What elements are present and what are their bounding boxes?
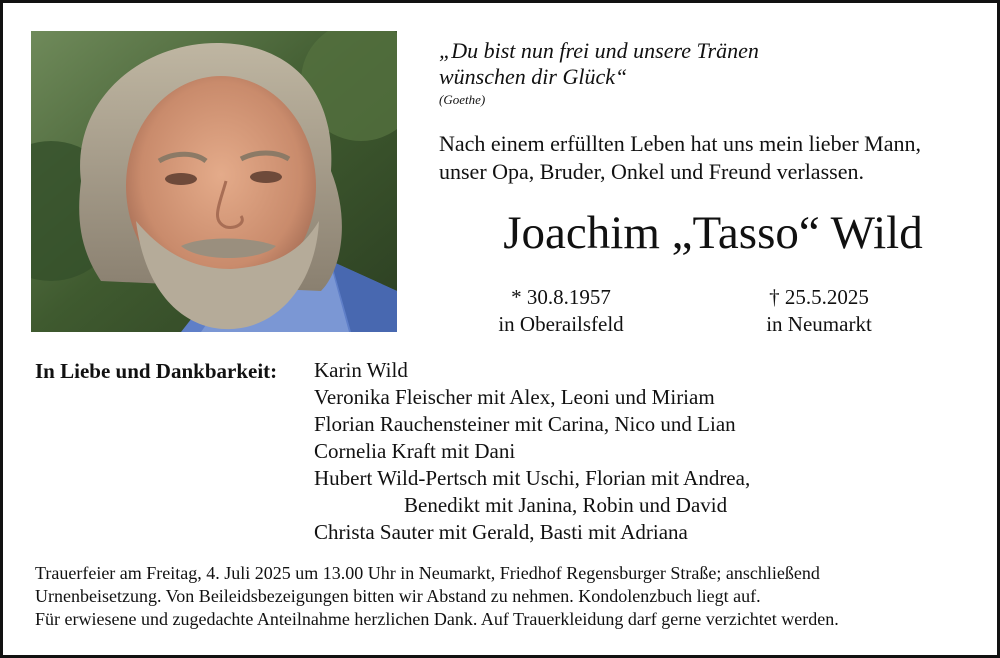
footer-line: Trauerfeier am Freitag, 4. Juli 2025 um 13.00 Uhr in Neumarkt, Friedhof Regensburger Straße; anschließend — [35, 563, 820, 583]
family-member: Cornelia Kraft mit Dani — [314, 439, 516, 463]
death-date: † 25.5.2025 — [769, 285, 869, 309]
quote-block — [439, 38, 759, 108]
family-member: Hubert Wild-Pertsch mit Uschi, Florian mit Andrea, — [314, 466, 751, 490]
intro-line: unser Opa, Bruder, Onkel und Freund verlassen. — [439, 159, 864, 184]
family-label: In Liebe und Dankbarkeit: — [35, 359, 278, 383]
family-member: Karin Wild — [314, 358, 408, 382]
death-info — [721, 284, 917, 338]
footer-line: Urnenbeisetzung. Von Beileidsbezeigungen bitten wir Abstand zu nehmen. Kondolenzbuch liegt auf. — [35, 586, 761, 606]
quote-line: wünschen dir Glück“ — [439, 64, 628, 89]
family-member: Benedikt mit Janina, Robin und David — [404, 493, 728, 517]
portrait-photo — [31, 31, 397, 332]
family-member: Christa Sauter mit Gerald, Basti mit Adriana — [314, 520, 688, 544]
footer-line: Für erwiesene und zugedachte Anteilnahme herzlichen Dank. Auf Trauerkleidung darf gerne verzichtet werden. — [35, 609, 839, 629]
birth-date: * 30.8.1957 — [511, 285, 611, 309]
intro-line: Nach einem erfüllten Leben hat uns mein lieber Mann, — [439, 131, 921, 156]
deceased-name: Joachim „Tasso“ Wild — [503, 207, 923, 259]
quote-source: (Goethe) — [439, 92, 486, 107]
birth-info — [463, 284, 659, 338]
portrait-photo-image — [31, 31, 397, 332]
funeral-details — [35, 562, 975, 631]
family-member: Florian Rauchensteiner mit Carina, Nico und Lian — [314, 412, 736, 436]
quote-line: „Du bist nun frei und unsere Tränen — [439, 38, 759, 63]
intro-text — [439, 130, 921, 186]
birth-place: in Oberailsfeld — [498, 312, 624, 336]
family-list — [314, 357, 750, 546]
death-place: in Neumarkt — [766, 312, 872, 336]
family-member: Veronika Fleischer mit Alex, Leoni und Miriam — [314, 385, 715, 409]
